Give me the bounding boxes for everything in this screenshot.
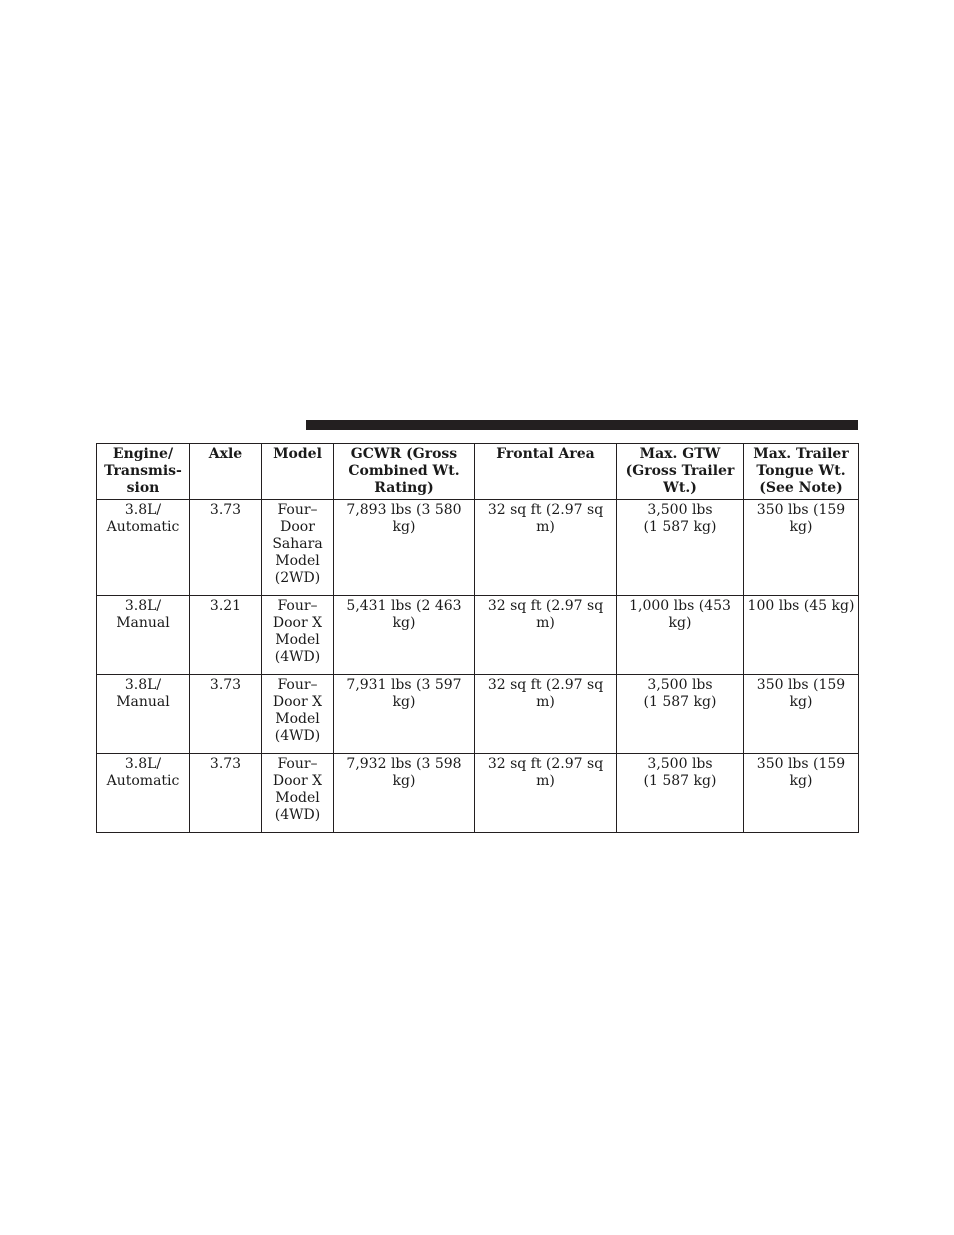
table-header-row <box>97 444 859 500</box>
cell-frontal-area: 32 sq ft (2.97 sq m) <box>475 754 617 833</box>
cell-engine-transmission: 3.8L/ Automatic <box>97 754 190 833</box>
cell-engine-transmission: 3.8L/ Manual <box>97 596 190 675</box>
cell-gcwr: 7,932 lbs (3 598 kg) <box>334 754 475 833</box>
trailer-towing-table <box>96 443 859 833</box>
header-max-gtw: Max. GTW (Gross Trailer Wt.) <box>617 444 744 500</box>
cell-gcwr: 7,893 lbs (3 580 kg) <box>334 500 475 596</box>
cell-frontal-area: 32 sq ft (2.97 sq m) <box>475 500 617 596</box>
cell-gcwr: 5,431 lbs (2 463 kg) <box>334 596 475 675</box>
cell-max-tongue-wt: 100 lbs (45 kg) <box>744 596 859 675</box>
cell-frontal-area: 32 sq ft (2.97 sq m) <box>475 675 617 754</box>
cell-frontal-area: 32 sq ft (2.97 sq m) <box>475 596 617 675</box>
header-frontal-area: Frontal Area <box>475 444 617 500</box>
cell-max-tongue-wt: 350 lbs (159 kg) <box>744 754 859 833</box>
header-max-tongue-wt: Max. Trailer Tongue Wt. (See Note) <box>744 444 859 500</box>
cell-axle: 3.73 <box>190 754 262 833</box>
cell-engine-transmission: 3.8L/ Automatic <box>97 500 190 596</box>
header-gcwr: GCWR (Gross Combined Wt. Rating) <box>334 444 475 500</box>
cell-max-tongue-wt: 350 lbs (159 kg) <box>744 500 859 596</box>
cell-model: Four– Door X Model (4WD) <box>262 596 334 675</box>
cell-max-gtw: 3,500 lbs (1 587 kg) <box>617 675 744 754</box>
cell-max-gtw: 3,500 lbs (1 587 kg) <box>617 500 744 596</box>
cell-engine-transmission: 3.8L/ Manual <box>97 675 190 754</box>
cell-max-tongue-wt: 350 lbs (159 kg) <box>744 675 859 754</box>
section-header-bar <box>306 420 858 430</box>
table-row <box>97 596 859 675</box>
cell-gcwr: 7,931 lbs (3 597 kg) <box>334 675 475 754</box>
cell-max-gtw: 1,000 lbs (453 kg) <box>617 596 744 675</box>
table-row <box>97 754 859 833</box>
cell-model: Four– Door Sahara Model (2WD) <box>262 500 334 596</box>
cell-model: Four– Door X Model (4WD) <box>262 754 334 833</box>
cell-model: Four– Door X Model (4WD) <box>262 675 334 754</box>
header-engine-transmission: Engine/ Transmis- sion <box>97 444 190 500</box>
cell-axle: 3.73 <box>190 500 262 596</box>
table-row <box>97 675 859 754</box>
cell-axle: 3.73 <box>190 675 262 754</box>
header-axle: Axle <box>190 444 262 500</box>
cell-max-gtw: 3,500 lbs (1 587 kg) <box>617 754 744 833</box>
table-row <box>97 500 859 596</box>
header-model: Model <box>262 444 334 500</box>
cell-axle: 3.21 <box>190 596 262 675</box>
